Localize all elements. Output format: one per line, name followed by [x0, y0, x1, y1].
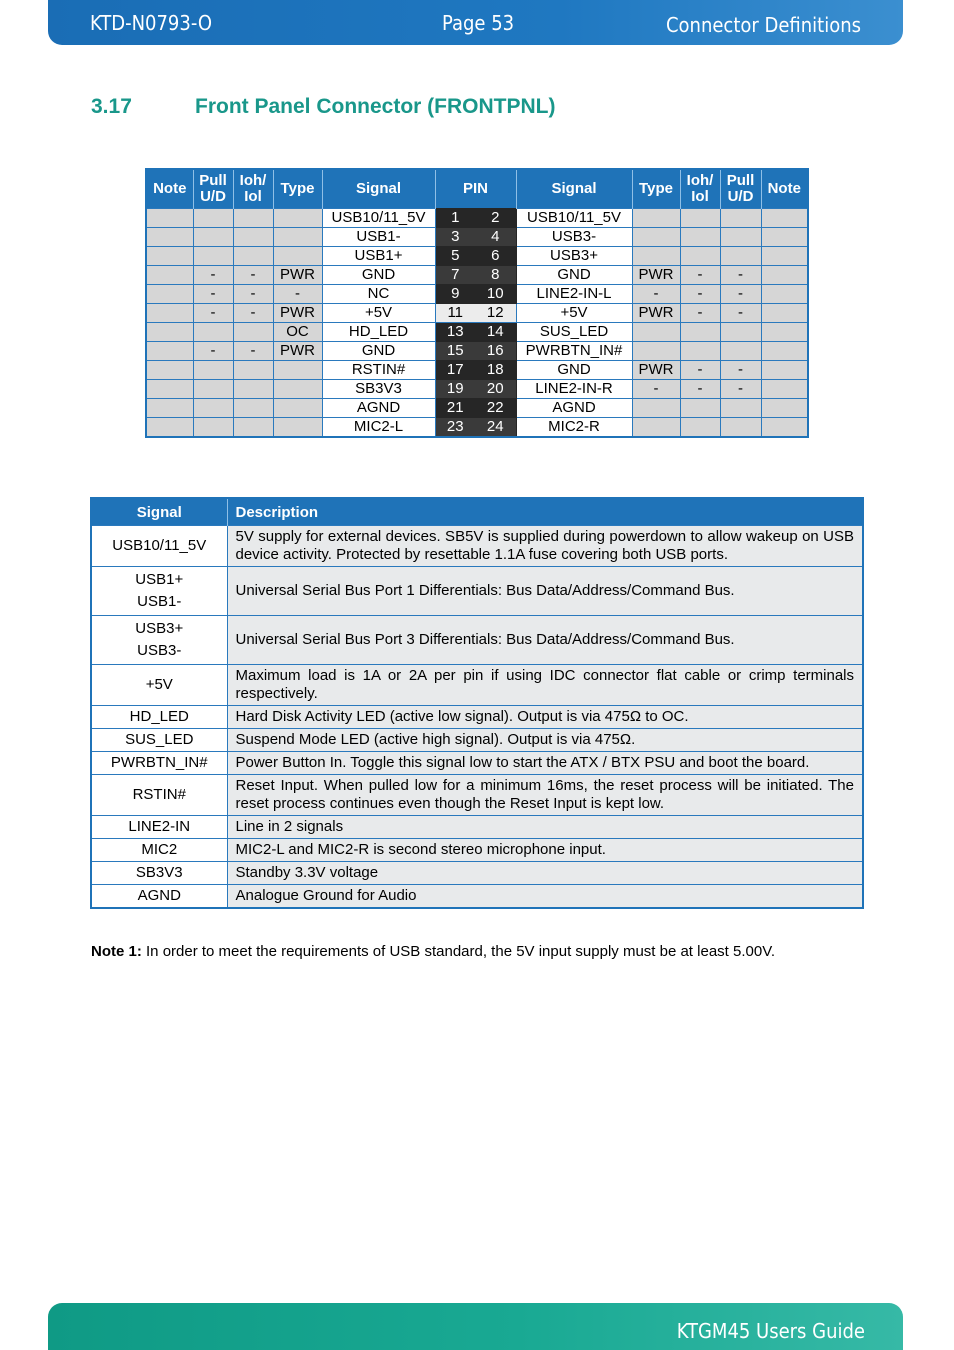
description-row: [91, 706, 863, 729]
description-row: [91, 665, 863, 706]
pinout-cell-r-pull: -: [720, 304, 761, 323]
pinout-cell-r-note: [761, 323, 808, 342]
pinout-table: [145, 168, 809, 438]
header-cell: Type: [273, 169, 322, 209]
signal-name: SUS_LED: [125, 731, 194, 748]
pinout-cell-l-type: -: [273, 285, 322, 304]
pinout-cell-r-ioh: -: [680, 266, 720, 285]
header-cell: Ioh/ Iol: [680, 169, 720, 209]
pinout-cell-pin-r: 4: [475, 228, 516, 247]
pinout-cell-r-sig: LINE2-IN-L: [516, 285, 632, 304]
pinout-cell-r-pull: [720, 247, 761, 266]
pinout-cell-r-sig: PWRBTN_IN#: [516, 342, 632, 361]
signal-name: USB1-: [137, 593, 182, 610]
pinout-cell-l-pull: [193, 361, 233, 380]
pinout-cell-r-ioh: -: [680, 304, 720, 323]
pinout-cell-r-ioh: -: [680, 285, 720, 304]
description-row: [91, 616, 863, 665]
pinout-cell-r-pull: [720, 399, 761, 418]
pinout-cell-l-type: PWR: [273, 342, 322, 361]
pinout-cell-r-ioh: [680, 228, 720, 247]
pinout-cell-r-sig: MIC2-R: [516, 418, 632, 438]
pinout-cell-l-sig: +5V: [322, 304, 435, 323]
signal-name: USB10/11_5V: [112, 537, 207, 554]
page-header: [48, 0, 903, 45]
pinout-cell-l-type: PWR: [273, 304, 322, 323]
pinout-cell-r-type: [632, 418, 680, 438]
pinout-row: [146, 418, 808, 438]
pinout-cell-pin-l: 21: [435, 399, 475, 418]
header-cell: Pull U/D: [193, 169, 233, 209]
pinout-cell-l-ioh: [233, 209, 273, 228]
signal-description-cell: 5V supply for external devices. SB5V is supplied during powerdown to allow wakeup on USB device activity. Protected by resettable 1.1A fuse covering both USB ports.: [227, 526, 863, 567]
pinout-cell-l-sig: SB3V3: [322, 380, 435, 399]
section-name: Connector Definitions: [665, 13, 861, 37]
section-number: 3.17: [91, 95, 132, 118]
signal-name-cell: [91, 526, 227, 567]
signal-name: USB3+: [135, 620, 184, 637]
pinout-cell-l-sig: USB10/11_5V: [322, 209, 435, 228]
pinout-cell-l-sig: AGND: [322, 399, 435, 418]
pinout-cell-r-note: [761, 418, 808, 438]
pinout-cell-pin-r: 14: [475, 323, 516, 342]
pinout-cell-l-pull: [193, 399, 233, 418]
pinout-row: [146, 399, 808, 418]
signal-name-cell: [91, 567, 227, 616]
signal-name-cell: [91, 839, 227, 862]
pinout-cell-l-pull: -: [193, 342, 233, 361]
pinout-cell-r-ioh: [680, 418, 720, 438]
pinout-cell-r-type: PWR: [632, 304, 680, 323]
pinout-cell-r-pull: -: [720, 361, 761, 380]
signal-name: HD_LED: [129, 708, 189, 725]
description-row: [91, 885, 863, 909]
signal-description-cell: MIC2-L and MIC2-R is second stereo microphone input.: [227, 839, 863, 862]
description-row: [91, 752, 863, 775]
signal-description-cell: Suspend Mode LED (active high signal). Output is via 475Ω.: [227, 729, 863, 752]
pinout-cell-r-pull: [720, 342, 761, 361]
pinout-cell-r-type: [632, 209, 680, 228]
pinout-cell-r-note: [761, 266, 808, 285]
pinout-cell-r-note: [761, 399, 808, 418]
pinout-cell-l-ioh: [233, 380, 273, 399]
pinout-cell-r-pull: [720, 323, 761, 342]
pinout-cell-l-sig: NC: [322, 285, 435, 304]
footnote-text: In order to meet the requirements of USB standard, the 5V input supply must be at least 5.00V.: [141, 943, 775, 960]
signal-name: USB3-: [137, 642, 182, 659]
signal-name: LINE2-IN: [128, 818, 191, 835]
signal-description-cell: Power Button In. Toggle this signal low to start the ATX / BTX PSU and boot the board.: [227, 752, 863, 775]
pinout-header-row: [146, 169, 808, 209]
signal-name-cell: [91, 885, 227, 909]
pinout-cell-r-pull: -: [720, 266, 761, 285]
description-row: [91, 729, 863, 752]
footnote-label: Note 1:: [91, 943, 142, 960]
pinout-cell-l-pull: -: [193, 304, 233, 323]
description-row: [91, 775, 863, 816]
pinout-cell-l-ioh: [233, 418, 273, 438]
pinout-cell-pin-l: 23: [435, 418, 475, 438]
pinout-cell-l-note: [146, 228, 193, 247]
pinout-cell-l-sig: MIC2-L: [322, 418, 435, 438]
signal-name-cell: [91, 752, 227, 775]
pinout-cell-r-ioh: [680, 247, 720, 266]
header-cell: Note: [761, 169, 808, 209]
description-row: [91, 816, 863, 839]
page-footer: [48, 1303, 903, 1350]
pinout-cell-pin-l: 3: [435, 228, 475, 247]
signal-name: MIC2: [141, 841, 178, 858]
pinout-cell-l-type: PWR: [273, 266, 322, 285]
pinout-cell-r-note: [761, 380, 808, 399]
pinout-cell-l-ioh: -: [233, 342, 273, 361]
pinout-cell-r-sig: GND: [516, 361, 632, 380]
pinout-row: [146, 285, 808, 304]
pinout-cell-l-pull: [193, 418, 233, 438]
pinout-cell-l-type: [273, 418, 322, 438]
pinout-cell-pin-l: 17: [435, 361, 475, 380]
pinout-cell-l-note: [146, 304, 193, 323]
pinout-cell-pin-l: 9: [435, 285, 475, 304]
header-cell: Signal: [91, 498, 227, 526]
pinout-row: [146, 361, 808, 380]
pinout-cell-r-type: [632, 247, 680, 266]
pinout-cell-l-ioh: [233, 323, 273, 342]
pinout-cell-r-note: [761, 342, 808, 361]
header-cell: Type: [632, 169, 680, 209]
pinout-cell-l-note: [146, 399, 193, 418]
pinout-cell-r-type: [632, 323, 680, 342]
pinout-cell-r-sig: AGND: [516, 399, 632, 418]
pinout-cell-l-ioh: -: [233, 304, 273, 323]
pinout-cell-r-sig: USB3+: [516, 247, 632, 266]
pinout-cell-pin-r: 20: [475, 380, 516, 399]
signal-description-cell: Hard Disk Activity LED (active low signal). Output is via 475Ω to OC.: [227, 706, 863, 729]
pinout-cell-r-note: [761, 209, 808, 228]
pinout-cell-r-pull: [720, 228, 761, 247]
signal-name: USB1+: [135, 571, 184, 588]
pinout-cell-r-ioh: [680, 323, 720, 342]
pinout-row: [146, 266, 808, 285]
pinout-cell-l-note: [146, 266, 193, 285]
pinout-cell-l-sig: USB1+: [322, 247, 435, 266]
footnote: [91, 943, 775, 960]
pinout-cell-r-ioh: [680, 342, 720, 361]
pinout-cell-l-pull: [193, 228, 233, 247]
page-number: Page 53: [442, 11, 515, 35]
pinout-cell-pin-l: 11: [435, 304, 475, 323]
pinout-cell-l-sig: GND: [322, 266, 435, 285]
pinout-cell-pin-l: 19: [435, 380, 475, 399]
pinout-cell-pin-r: 10: [475, 285, 516, 304]
pinout-cell-l-sig: USB1-: [322, 228, 435, 247]
signal-name: AGND: [137, 887, 181, 904]
pinout-row: [146, 323, 808, 342]
pinout-cell-pin-r: 24: [475, 418, 516, 438]
header-cell: Note: [146, 169, 193, 209]
pinout-cell-l-sig: RSTIN#: [322, 361, 435, 380]
signal-description-cell: Analogue Ground for Audio: [227, 885, 863, 909]
pinout-cell-l-note: [146, 418, 193, 438]
section-heading: [91, 95, 556, 119]
pinout-cell-r-ioh: [680, 209, 720, 228]
signal-name-cell: [91, 729, 227, 752]
signal-name: +5V: [145, 676, 173, 693]
header-cell: Signal: [516, 169, 632, 209]
signal-name-cell: [91, 816, 227, 839]
guide-title: KTGM45 Users Guide: [676, 1319, 865, 1343]
pinout-cell-r-type: [632, 399, 680, 418]
signal-description-table: [90, 497, 864, 909]
signal-name-cell: [91, 665, 227, 706]
pinout-cell-l-note: [146, 361, 193, 380]
pinout-cell-l-type: [273, 228, 322, 247]
header-cell: Signal: [322, 169, 435, 209]
pinout-cell-pin-l: 1: [435, 209, 475, 228]
pinout-cell-l-ioh: -: [233, 266, 273, 285]
signal-description-cell: Standby 3.3V voltage: [227, 862, 863, 885]
signal-name-cell: [91, 706, 227, 729]
pinout-cell-r-note: [761, 361, 808, 380]
header-cell: Description: [227, 498, 863, 526]
pinout-cell-pin-l: 13: [435, 323, 475, 342]
pinout-cell-r-type: PWR: [632, 266, 680, 285]
pinout-cell-pin-l: 7: [435, 266, 475, 285]
pinout-cell-l-type: [273, 380, 322, 399]
pinout-cell-l-ioh: [233, 361, 273, 380]
pinout-row: [146, 380, 808, 399]
description-row: [91, 526, 863, 567]
pinout-cell-pin-l: 5: [435, 247, 475, 266]
header-cell: PIN: [435, 169, 516, 209]
pinout-cell-pin-r: 8: [475, 266, 516, 285]
pinout-cell-l-ioh: [233, 228, 273, 247]
pinout-cell-r-sig: LINE2-IN-R: [516, 380, 632, 399]
pinout-cell-l-type: [273, 247, 322, 266]
pinout-cell-r-pull: -: [720, 380, 761, 399]
pinout-row: [146, 209, 808, 228]
signal-description-cell: Universal Serial Bus Port 3 Differentials: Bus Data/Address/Command Bus.: [227, 616, 863, 665]
signal-description-cell: Universal Serial Bus Port 1 Differentials: Bus Data/Address/Command Bus.: [227, 567, 863, 616]
pinout-cell-r-sig: GND: [516, 266, 632, 285]
signal-name: PWRBTN_IN#: [110, 754, 208, 771]
signal-name-cell: [91, 616, 227, 665]
description-header-row: [91, 498, 863, 526]
pinout-cell-r-note: [761, 228, 808, 247]
signal-description-cell: Line in 2 signals: [227, 816, 863, 839]
pinout-cell-r-note: [761, 285, 808, 304]
pinout-cell-l-pull: -: [193, 266, 233, 285]
pinout-cell-l-pull: [193, 380, 233, 399]
signal-name: SB3V3: [135, 864, 183, 881]
signal-description-cell: Maximum load is 1A or 2A per pin if using IDC connector flat cable or crimp terminals respectively.: [227, 665, 863, 706]
pinout-cell-r-pull: [720, 209, 761, 228]
pinout-cell-l-type: [273, 361, 322, 380]
pinout-cell-r-type: PWR: [632, 361, 680, 380]
signal-description-cell: Reset Input. When pulled low for a minimum 16ms, the reset process will be initiated. The reset process continues even though the Reset Input is kept low.: [227, 775, 863, 816]
pinout-cell-pin-r: 2: [475, 209, 516, 228]
pinout-cell-r-ioh: -: [680, 380, 720, 399]
pinout-cell-pin-r: 6: [475, 247, 516, 266]
pinout-cell-l-type: OC: [273, 323, 322, 342]
pinout-cell-l-note: [146, 342, 193, 361]
pinout-row: [146, 228, 808, 247]
pinout-cell-l-ioh: -: [233, 285, 273, 304]
header-cell: Ioh/ Iol: [233, 169, 273, 209]
pinout-cell-r-pull: [720, 418, 761, 438]
document-id: KTD-N0793-O: [90, 11, 213, 35]
pinout-cell-pin-r: 12: [475, 304, 516, 323]
pinout-cell-l-note: [146, 247, 193, 266]
pinout-cell-r-note: [761, 247, 808, 266]
pinout-cell-r-type: -: [632, 380, 680, 399]
pinout-cell-l-note: [146, 380, 193, 399]
pinout-cell-l-pull: -: [193, 285, 233, 304]
signal-name: RSTIN#: [132, 786, 186, 803]
pinout-cell-r-ioh: [680, 399, 720, 418]
pinout-cell-r-note: [761, 304, 808, 323]
pinout-cell-l-ioh: [233, 399, 273, 418]
pinout-cell-pin-r: 22: [475, 399, 516, 418]
description-row: [91, 862, 863, 885]
signal-name-cell: [91, 862, 227, 885]
description-row: [91, 567, 863, 616]
pinout-cell-l-pull: [193, 247, 233, 266]
pinout-cell-l-note: [146, 209, 193, 228]
pinout-cell-l-sig: HD_LED: [322, 323, 435, 342]
pinout-cell-r-sig: SUS_LED: [516, 323, 632, 342]
pinout-cell-pin-r: 16: [475, 342, 516, 361]
pinout-cell-l-sig: GND: [322, 342, 435, 361]
pinout-cell-l-ioh: [233, 247, 273, 266]
pinout-cell-l-note: [146, 285, 193, 304]
description-row: [91, 839, 863, 862]
pinout-cell-pin-l: 15: [435, 342, 475, 361]
pinout-cell-r-sig: USB3-: [516, 228, 632, 247]
pinout-cell-l-pull: [193, 209, 233, 228]
pinout-cell-r-type: [632, 228, 680, 247]
pinout-cell-r-sig: USB10/11_5V: [516, 209, 632, 228]
section-title: Front Panel Connector (FRONTPNL): [195, 95, 556, 118]
signal-name-cell: [91, 775, 227, 816]
pinout-cell-l-note: [146, 323, 193, 342]
pinout-cell-r-type: -: [632, 285, 680, 304]
pinout-cell-r-sig: +5V: [516, 304, 632, 323]
pinout-cell-l-type: [273, 209, 322, 228]
pinout-row: [146, 342, 808, 361]
pinout-cell-r-ioh: -: [680, 361, 720, 380]
pinout-row: [146, 247, 808, 266]
pinout-row: [146, 304, 808, 323]
pinout-cell-l-type: [273, 399, 322, 418]
pinout-cell-l-pull: [193, 323, 233, 342]
header-cell: Pull U/D: [720, 169, 761, 209]
pinout-cell-r-pull: -: [720, 285, 761, 304]
pinout-cell-pin-r: 18: [475, 361, 516, 380]
pinout-cell-r-type: [632, 342, 680, 361]
